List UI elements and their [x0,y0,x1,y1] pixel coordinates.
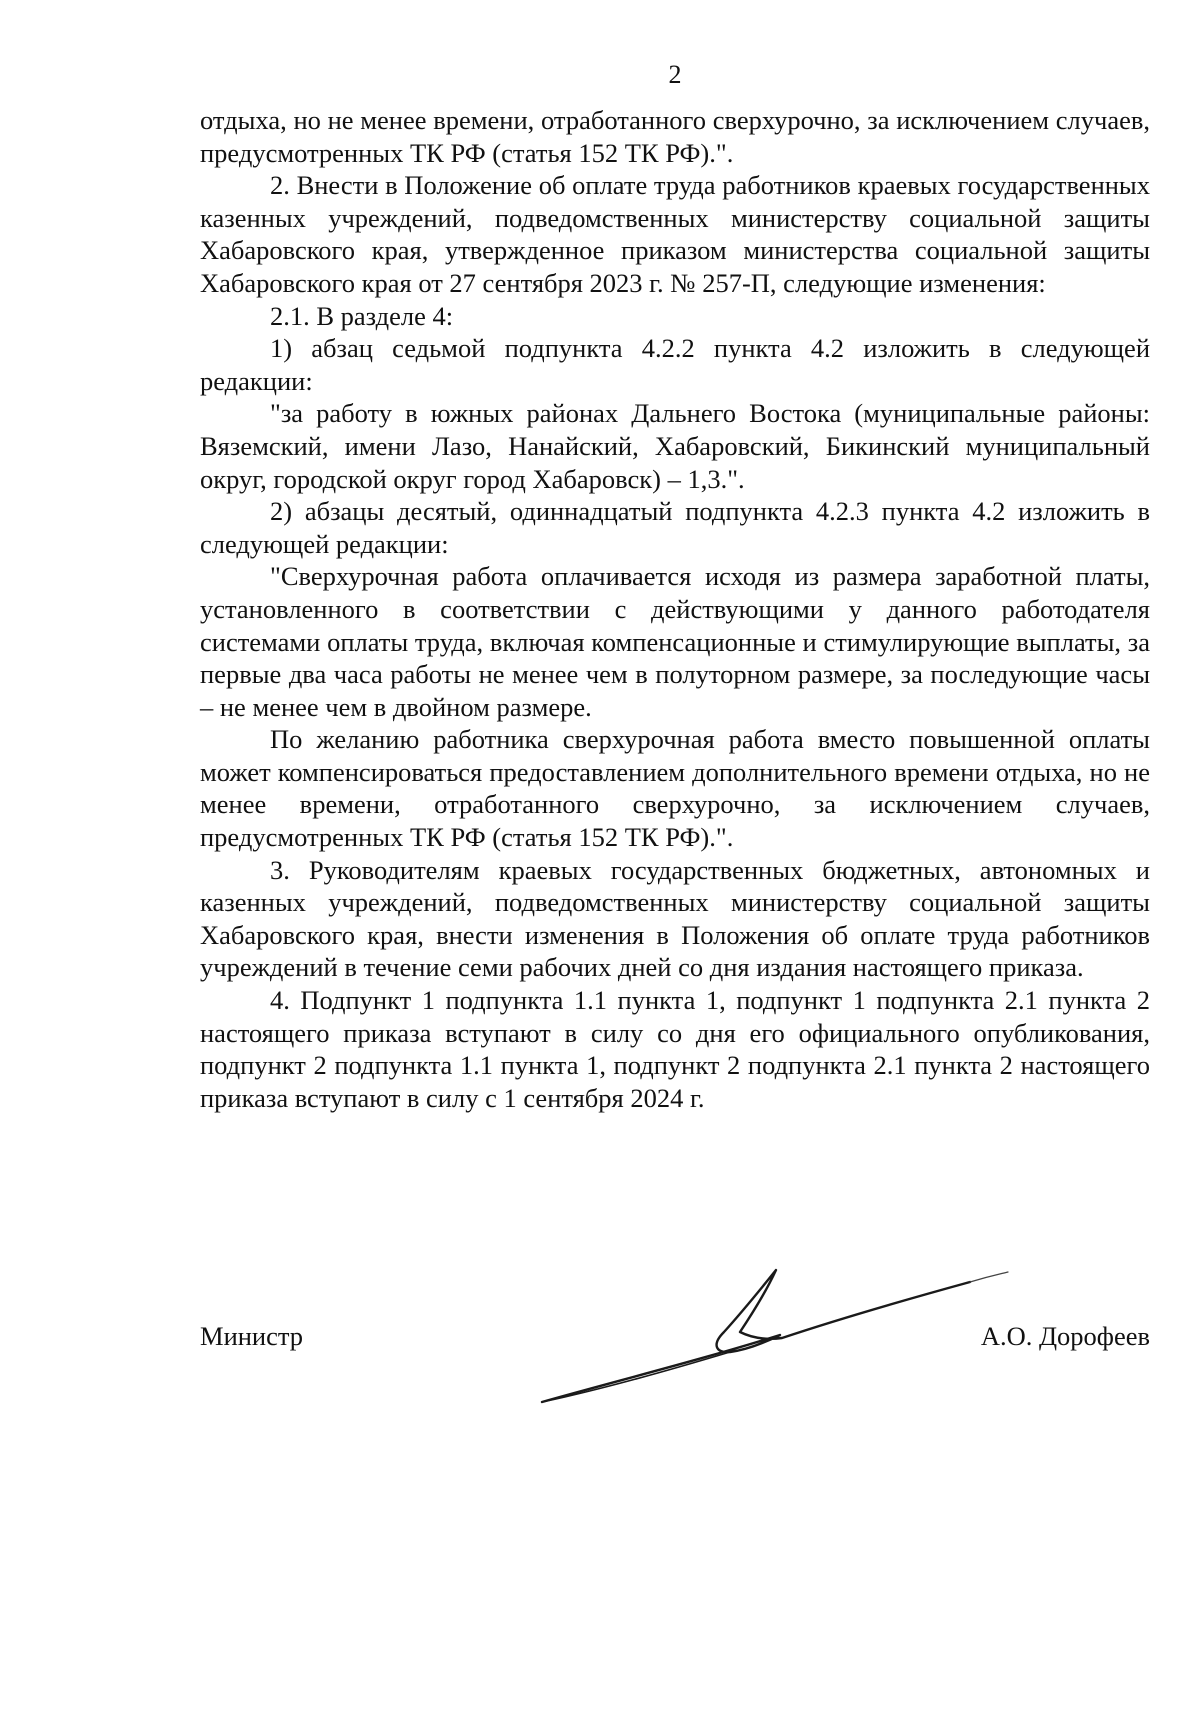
page-number: 2 [668,60,682,89]
paragraph-subitem-1: 1) абзац седьмой подпункта 4.2.2 пункта 4.2 изложить в следующей редакции: [200,333,1150,396]
paragraph-quote-1: "за работу в южных районах Дальнего Востока (муниципальные районы: Вяземский, имени Лазо, Нанайский, Хабаровский, Бикинский муниципальный округ, городской округ город Хабаровск) – 1,3.". [200,398,1150,494]
paragraph-quote-2b: По желанию работника сверхурочная работа вместо повышенной оплаты может компенсироваться предоставлением дополнительного времени отдыха, но не менее времени, отработанного сверхурочно, за исключением случаев, предусмотренных ТК РФ (статья 152 ТК РФ).". [200,724,1150,853]
paragraph-continuation: отдыха, но не менее времени, отработанного сверхурочно, за исключением случаев, предусмотренных ТК РФ (статья 152 ТК РФ).". [200,105,1150,168]
paragraph-item-3: 3. Руководителям краевых государственных бюджетных, автономных и казенных учреждений, подведомственных министерству социальной защиты Хабаровского края, внести изменения в Положения об оплате труда работников учреждений в течение семи рабочих дней со дня издания настоящего приказа. [200,854,1150,983]
paragraph-quote-2a: "Сверхурочная работа оплачивается исходя из размера заработной платы, установленного в соответствии с действующими у данного работодателя системами оплаты труда, включая компенсационные и стимулирующие выплаты, за первые два часа работы не менее чем в полуторном размере, за последующие часы – не менее чем в двойном размере. [200,561,1150,722]
paragraph-item-2-1: 2.1. В разделе 4: [270,300,454,331]
paragraph-subitem-2: 2) абзацы десятый, одиннадцатый подпункта 4.2.3 пункта 4.2 изложить в следующей редакции: [200,496,1150,559]
paragraph-item-2: 2. Внести в Положение об оплате труда работников краевых государственных казенных учреждений, подведомственных министерству социальной защиты Хабаровского края, утвержденное приказом министерства социальной защиты Хабаровского края от 27 сентября 2023 г. № 257-П, следующие изменения: [200,170,1150,298]
document-body [200,104,1150,1114]
signatory-title: Министр [200,1321,304,1351]
paragraph-item-4: 4. Подпункт 1 подпункта 1.1 пункта 1, подпункт 1 подпункта 2.1 пункта 2 настоящего приказа вступают в силу со дня его официального опубликования, подпункт 2 подпункта 1.1 пункта 1, подпункт 2 подпункта 2.1 пункта 2 настоящего приказа вступают в силу с 1 сентября 2024 г. [200,985,1150,1113]
signatory-name: А.О. Дорофеев [980,1321,1150,1351]
handwritten-signature [530,1240,1010,1420]
